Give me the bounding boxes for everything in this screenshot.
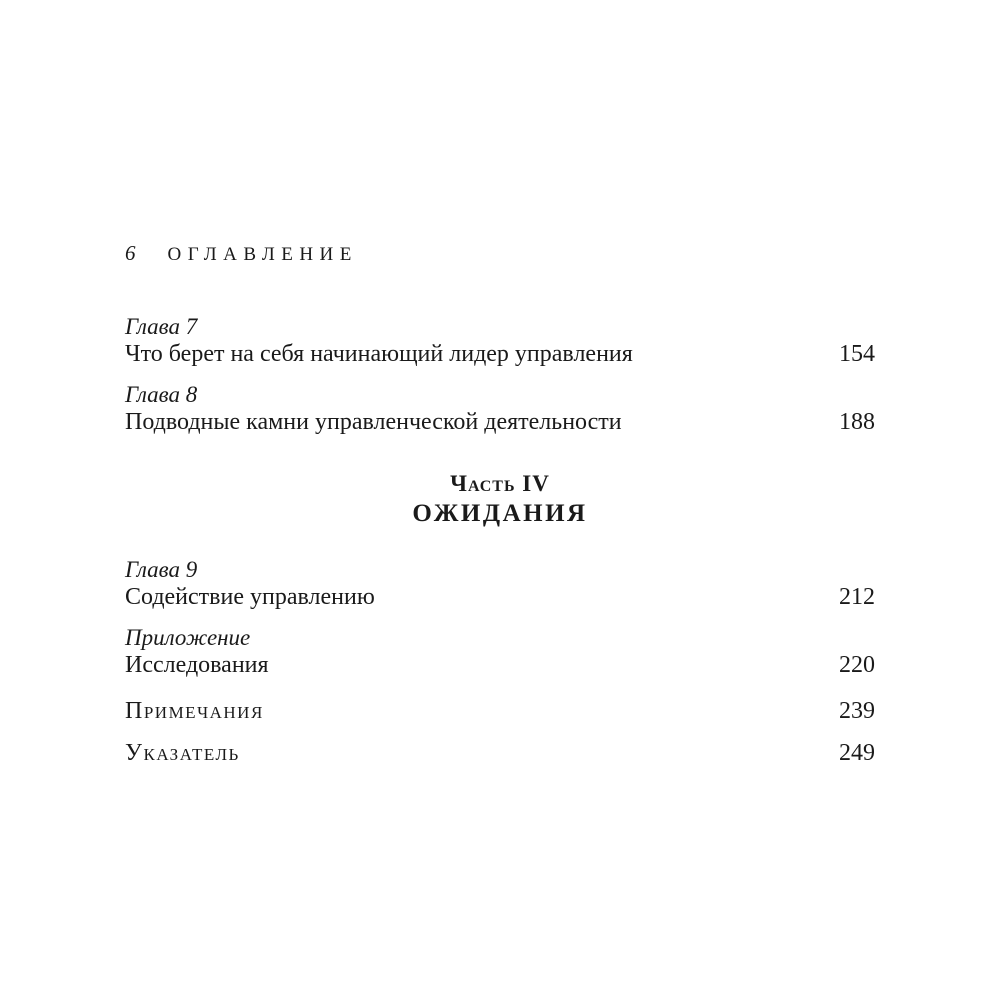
chapter-title: Что берет на себя начинающий лидер управления [125, 341, 633, 367]
backmatter-title: Указатель [125, 740, 240, 766]
chapter-label: Глава 8 [125, 382, 198, 407]
part-kicker: Часть IV [450, 471, 550, 496]
page-number: 239 [839, 698, 875, 724]
backmatter-title: Примечания [125, 698, 264, 724]
chapter-title: Подводные камни управленческой деятельности [125, 409, 622, 435]
toc-content [125, 0, 875, 767]
running-header [125, 240, 875, 268]
page-number: 154 [839, 341, 875, 367]
page-number: 220 [839, 652, 875, 678]
chapter-label: Глава 9 [125, 557, 198, 582]
chapter-title: Исследования [125, 652, 269, 678]
page-folio-number: 6 [125, 241, 136, 265]
backmatter-section [125, 697, 875, 767]
toc-row [125, 408, 875, 436]
chapter-label: Приложение [125, 625, 251, 650]
toc-entry-chapter-9 [125, 557, 875, 611]
page-number: 249 [839, 740, 875, 766]
toc-entry-index [125, 739, 875, 767]
toc-row [125, 583, 875, 611]
part-title: ОЖИДАНИЯ [412, 500, 588, 527]
toc-entry-appendix [125, 625, 875, 679]
chapter-title: Содействие управлению [125, 584, 375, 610]
part-heading [125, 470, 875, 529]
chapter-label: Глава 7 [125, 314, 198, 339]
toc-row [125, 340, 875, 368]
toc-entry-chapter-8 [125, 382, 875, 436]
toc-entry-notes [125, 697, 875, 725]
page-number: 188 [839, 409, 875, 435]
page-number: 212 [839, 584, 875, 610]
toc-row [125, 651, 875, 679]
running-header-title: ОГЛАВЛЕНИЕ [167, 244, 358, 265]
toc-entry-chapter-7 [125, 314, 875, 368]
